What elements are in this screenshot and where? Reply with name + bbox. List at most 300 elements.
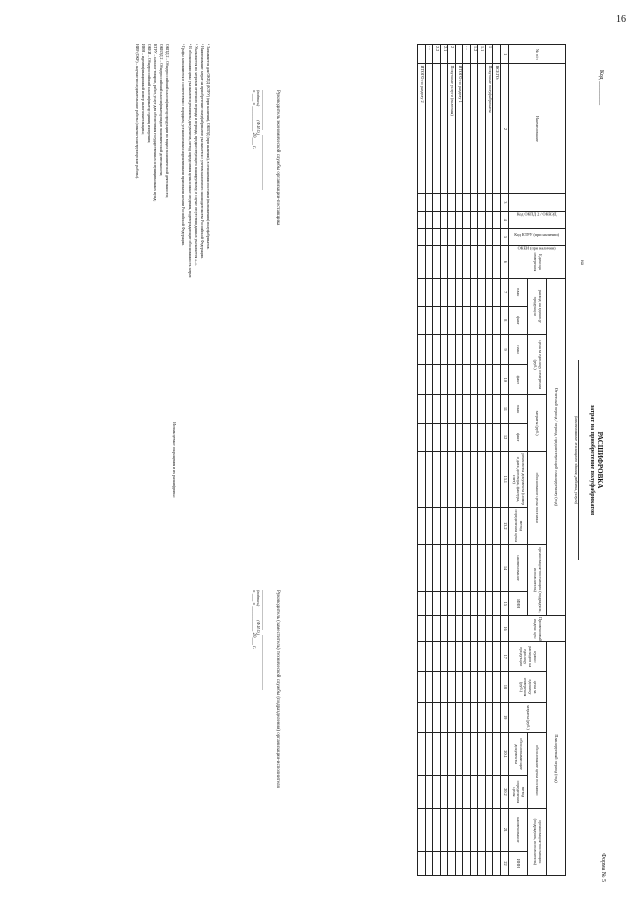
table-cell [463, 732, 471, 775]
table-cell [486, 702, 494, 732]
row-name: ВСЕГО: [493, 64, 501, 194]
table-cell [433, 776, 441, 808]
footnote: ¹ Заполняется для ОКПД (КТРУ) (при наличии), ОКВЭД (при наличии), в отношении поставки (выполнения) полуфабрикатов. [206, 44, 210, 250]
column-number: 18 [501, 672, 509, 702]
table-cell [471, 278, 479, 306]
table-cell [463, 776, 471, 808]
table-cell [441, 451, 449, 507]
row-number [493, 45, 501, 64]
hdr-cost-plan: план [509, 395, 528, 423]
hdr-plan-price: цена за единицу измерения (руб.) [509, 672, 547, 702]
table-cell [463, 423, 471, 451]
table-cell [463, 851, 471, 875]
table-cell [478, 395, 486, 423]
table-row [426, 45, 434, 876]
row-name [426, 64, 434, 194]
hdr-plan-basis: обоснование цены поставки [528, 732, 547, 808]
hdr-okpd: Код ОКПД 2 / ОКВЭД [509, 194, 566, 211]
table-cell [426, 544, 434, 592]
table-cell [448, 616, 456, 642]
hdr-cost-fact: факт [509, 423, 528, 451]
table-cell [418, 672, 426, 702]
table-cell [418, 365, 426, 395]
table-cell [448, 194, 456, 211]
table-cell [493, 365, 501, 395]
table-cell [433, 732, 441, 775]
hdr-plan-qty: нужно расходов на единицу продукции [509, 642, 547, 672]
column-number: 5 [501, 228, 509, 245]
table-cell [471, 365, 479, 395]
table-cell [448, 228, 456, 245]
table-row [448, 45, 456, 876]
table-cell [426, 334, 434, 364]
hdr-plan-doc: обосновывающие документы [509, 732, 528, 775]
table-cell [418, 423, 426, 451]
hdr-period-report: Отчетный период / период, предшествующий планируемому (год) [547, 278, 566, 616]
table-cell [433, 808, 441, 851]
column-number: 16 [501, 616, 509, 642]
row-name: Покупные полуфабрикаты [486, 64, 494, 194]
table-cell [448, 507, 456, 544]
table-cell [448, 672, 456, 702]
sign-right-date: « ___ » __________ 20___ г. [250, 590, 256, 649]
table-cell [433, 672, 441, 702]
sign-right-role: Руководитель (заместитель) технической службы (подразделения) организации-исполнителя [275, 590, 280, 788]
table-cell [426, 507, 434, 544]
hdr-qty-fact: факт [509, 306, 528, 334]
row-name: ИТОГО по разделу 2 [418, 64, 426, 194]
table-cell [486, 544, 494, 592]
table-cell [441, 642, 449, 672]
na-label: на [579, 260, 584, 265]
table-cell [418, 395, 426, 423]
table-cell [463, 278, 471, 306]
table-cell [418, 851, 426, 875]
table-cell [478, 544, 486, 592]
table-cell [441, 246, 449, 278]
row-number: 2 [448, 45, 456, 64]
table-cell [456, 211, 464, 228]
table-cell [441, 306, 449, 334]
abbreviation-item: НИР (ОКР) – научно-исследовательские работы (опытно-конструкторские работы). [134, 44, 139, 180]
table-cell [463, 544, 471, 592]
table-cell [426, 228, 434, 245]
sign-left-date: « ___ » __________ 20___ г. [250, 90, 256, 149]
table-cell [426, 642, 434, 672]
table-cell [441, 732, 449, 775]
na-hint: (наименование жилищного здания, работы, услуги) [573, 360, 579, 560]
table-cell [418, 808, 426, 851]
table-cell [486, 211, 494, 228]
table-cell [441, 672, 449, 702]
table-cell [433, 211, 441, 228]
row-name [463, 64, 471, 194]
table-cell [418, 776, 426, 808]
table-cell [448, 423, 456, 451]
table-cell [463, 672, 471, 702]
column-number: 2 [501, 64, 509, 194]
table-cell [486, 616, 494, 642]
table-cell [471, 592, 479, 616]
table-cell [441, 592, 449, 616]
table-cell [478, 194, 486, 211]
table-cell [478, 334, 486, 364]
column-number: 19 [501, 702, 509, 732]
hdr-ktru: Код КТРУ (при наличии) [509, 211, 566, 228]
table-cell [426, 423, 434, 451]
table-cell [433, 616, 441, 642]
column-number: 6 [501, 246, 509, 278]
table-cell [471, 423, 479, 451]
table-cell [418, 278, 426, 306]
sign-right-hint2: (Ф.И.О.) [256, 620, 262, 635]
hdr-okei: ОКЕИ (при наличии) [509, 228, 566, 245]
column-number: 22 [501, 851, 509, 875]
table-cell [456, 194, 464, 211]
table-cell [426, 211, 434, 228]
table-cell [493, 246, 501, 278]
sign-left-role: Руководитель экономической службы организации-поставщика [275, 90, 280, 226]
cost-breakdown-table [418, 44, 567, 876]
table-cell [493, 278, 501, 306]
hdr-price-method: метод определения цены [509, 507, 528, 544]
table-cell [456, 451, 464, 507]
table-cell [441, 544, 449, 592]
table-cell [486, 507, 494, 544]
column-number: 17 [501, 642, 509, 672]
table-cell [493, 672, 501, 702]
table-cell [418, 194, 426, 211]
table-cell [433, 228, 441, 245]
table-cell [441, 423, 449, 451]
table-cell [433, 702, 441, 732]
abbreviation-item: ИНН – идентификационный номер налогоплательщика; [140, 44, 145, 135]
table-cell [448, 732, 456, 775]
table-cell [486, 851, 494, 875]
column-number: 3 [501, 194, 509, 211]
table-cell [493, 451, 501, 507]
sign-block-left: Руководитель экономической службы организации-поставщика ________________ ______________________ (подпись) (Ф.И.О.) « ___ » __________ 20___ г. [250, 90, 280, 226]
table-cell [426, 395, 434, 423]
column-numbers-row [501, 45, 509, 876]
table-cell [448, 808, 456, 851]
table-cell [441, 702, 449, 732]
table-cell [456, 365, 464, 395]
hdr-plan-inn: ИНН [509, 851, 528, 875]
table-cell [463, 702, 471, 732]
table-cell [426, 702, 434, 732]
table-cell [456, 306, 464, 334]
table-cell [493, 776, 501, 808]
table-cell [463, 395, 471, 423]
table-cell [471, 194, 479, 211]
table-cell [471, 642, 479, 672]
sign-left-hint1: (подпись) [256, 90, 262, 107]
table-cell [486, 672, 494, 702]
table-cell [463, 306, 471, 334]
table-cell [426, 278, 434, 306]
column-number: 14 [501, 544, 509, 592]
row-number: … [426, 45, 434, 64]
table-cell [471, 228, 479, 245]
table-cell [478, 423, 486, 451]
footnote: ³ Указывается по затратам отчетного периода и периода, предшествующего планируемому; в случае отсутствия данных указывается «–». [193, 44, 198, 266]
table-cell [478, 808, 486, 851]
table-row [493, 45, 501, 876]
table-cell [441, 228, 449, 245]
table-cell [456, 246, 464, 278]
column-number: 9 [501, 334, 509, 364]
table-cell [471, 808, 479, 851]
table-cell [463, 507, 471, 544]
table-cell [418, 544, 426, 592]
table-cell [441, 776, 449, 808]
page-number: 16 [616, 14, 626, 25]
table-cell [418, 702, 426, 732]
table-cell [478, 702, 486, 732]
hdr-price-plan: план [509, 334, 528, 364]
table-cell [478, 732, 486, 775]
table-cell [448, 451, 456, 507]
table-cell [441, 365, 449, 395]
table-cell [478, 451, 486, 507]
footnote: ⁴ В обосновании цены указываются реквизиты документов, метод определения цены и иные сведения, подтверждающие обоснованность затрат. [187, 44, 192, 279]
table-cell [448, 365, 456, 395]
hdr-price-fact: факт [509, 365, 528, 395]
table-cell [493, 702, 501, 732]
table-cell [418, 507, 426, 544]
table-cell [418, 228, 426, 245]
column-number: 20.1 [501, 732, 509, 775]
table-cell [418, 642, 426, 672]
table-cell [433, 592, 441, 616]
row-name: Покупные услуги (включая) [448, 64, 456, 194]
table-cell [418, 246, 426, 278]
table-cell [493, 194, 501, 211]
table-cell [471, 544, 479, 592]
column-number: 21 [501, 808, 509, 851]
table-cell [486, 423, 494, 451]
table-cell [493, 507, 501, 544]
table-cell [493, 211, 501, 228]
table-cell [448, 592, 456, 616]
table-cell [418, 451, 426, 507]
table-cell [441, 395, 449, 423]
table-row [486, 45, 494, 876]
table-cell [456, 642, 464, 672]
table-cell [448, 395, 456, 423]
hdr-basis: обоснование цены поставки [528, 451, 547, 544]
table-cell [471, 334, 479, 364]
row-name: ИТОГО по разделу 1 [456, 64, 464, 194]
table-cell [426, 306, 434, 334]
table-cell [448, 334, 456, 364]
table-cell [418, 306, 426, 334]
table-cell [433, 507, 441, 544]
abbreviation-item: ОКПД 2 – Общероссийский классификатор продукции по видам экономической деятельности; [165, 44, 170, 198]
table-cell [486, 642, 494, 672]
table-cell [478, 616, 486, 642]
table-cell [478, 211, 486, 228]
table-cell [478, 851, 486, 875]
table-cell [463, 246, 471, 278]
table-cell [493, 732, 501, 775]
hdr-qty-plan: план [509, 278, 528, 306]
table-cell [463, 211, 471, 228]
table-cell [463, 194, 471, 211]
table-cell [478, 507, 486, 544]
table-cell [456, 808, 464, 851]
column-number: 10 [501, 365, 509, 395]
hdr-qty: расход на единицу продукции [528, 278, 547, 334]
abbr-title: Используемые сокращения и их расшифровка: [172, 422, 177, 498]
column-number: 15 [501, 592, 509, 616]
table-cell [486, 194, 494, 211]
row-number [418, 45, 426, 64]
hdr-plan-period: Планируемый период (год) [547, 642, 566, 876]
hdr-plan-method: метод определения цены [509, 776, 528, 808]
table-cell [486, 228, 494, 245]
table-cell [478, 278, 486, 306]
hdr-plan-supplier: организация-поставщик (подрядчик, исполнитель) [528, 808, 547, 875]
table-row [418, 45, 426, 876]
table-cell [471, 732, 479, 775]
row-name [471, 64, 479, 194]
table-cell [433, 334, 441, 364]
row-number: 1 [486, 45, 494, 64]
table-cell [486, 334, 494, 364]
table-cell [418, 211, 426, 228]
table-cell [456, 334, 464, 364]
table-cell [441, 808, 449, 851]
table-row [456, 45, 464, 876]
table-cell [493, 423, 501, 451]
table-cell [426, 808, 434, 851]
table-cell [493, 616, 501, 642]
table-cell [418, 732, 426, 775]
column-number: 13.2 [501, 507, 509, 544]
table-cell [433, 278, 441, 306]
table-cell [478, 228, 486, 245]
table-body [418, 45, 501, 876]
table-cell [441, 616, 449, 642]
sign-right-hint1: (подпись) [256, 590, 262, 607]
table-cell [456, 616, 464, 642]
table-cell [456, 278, 464, 306]
row-number: … [463, 45, 471, 64]
table-cell [441, 334, 449, 364]
table-cell [486, 451, 494, 507]
table-cell [471, 507, 479, 544]
table-cell [441, 194, 449, 211]
row-number [456, 45, 464, 64]
doc-title: РАСШИФРОВКА [596, 431, 604, 489]
table-cell [448, 776, 456, 808]
table-cell [471, 246, 479, 278]
table-row [441, 45, 449, 876]
table-cell [456, 228, 464, 245]
hdr-inn: ИНН [509, 592, 528, 616]
table-cell [463, 365, 471, 395]
table-cell [478, 642, 486, 672]
table-cell [448, 306, 456, 334]
hdr-share: Применимый индекс цен [509, 616, 566, 642]
table-cell [493, 334, 501, 364]
table-cell [426, 732, 434, 775]
table-cell [471, 616, 479, 642]
table-cell [493, 306, 501, 334]
table-cell [456, 702, 464, 732]
table-row [463, 45, 471, 876]
table-cell [426, 592, 434, 616]
row-name [478, 64, 486, 194]
table-cell [448, 278, 456, 306]
table-cell [493, 228, 501, 245]
table-cell [493, 544, 501, 592]
sign-left-hint2: (Ф.И.О.) [256, 120, 262, 135]
table-cell [471, 672, 479, 702]
table-cell [456, 423, 464, 451]
table-cell [478, 306, 486, 334]
row-number: 1.1 [478, 45, 486, 64]
hdr-cost: затраты (руб.) [528, 395, 547, 451]
table-cell [433, 306, 441, 334]
hdr-sup-name: наименование [509, 544, 528, 592]
abbreviation-item: ОКЕИ – Общероссийский классификатор единиц измерения; [146, 44, 151, 143]
table-cell [433, 246, 441, 278]
table-cell [448, 702, 456, 732]
table-cell [486, 278, 494, 306]
table-cell [471, 776, 479, 808]
code-label: Код ________ [598, 70, 604, 106]
hdr-unit: Единица измерения [509, 246, 566, 278]
rotated-form-sheet [20, 30, 610, 890]
table-cell [471, 451, 479, 507]
table-cell [433, 423, 441, 451]
hdr-doc: реквизиты документа (номер и дата договора, фактура, счет) [509, 451, 528, 507]
table-cell [448, 642, 456, 672]
table-cell [456, 592, 464, 616]
abbreviation-item: ОКВЭД 2 – Общероссийский классификатор видов экономической деятельности; [159, 44, 164, 176]
table-cell [433, 451, 441, 507]
table-row [478, 45, 486, 876]
table-cell [463, 592, 471, 616]
row-number: 1.2 [471, 45, 479, 64]
table-cell [426, 672, 434, 702]
table-cell [478, 246, 486, 278]
row-name [441, 64, 449, 194]
table-cell [486, 306, 494, 334]
table-cell [486, 365, 494, 395]
table-cell [493, 851, 501, 875]
table-cell [486, 592, 494, 616]
table-row [433, 45, 441, 876]
table-cell [456, 851, 464, 875]
table-cell [433, 544, 441, 592]
table-cell [471, 211, 479, 228]
table-cell [486, 732, 494, 775]
table-cell [448, 211, 456, 228]
table-cell [456, 732, 464, 775]
table-cell [426, 246, 434, 278]
table-cell [418, 334, 426, 364]
table-cell [471, 851, 479, 875]
table-cell [441, 851, 449, 875]
table-cell [493, 395, 501, 423]
table-cell [471, 702, 479, 732]
table-cell [486, 395, 494, 423]
table-cell [486, 808, 494, 851]
